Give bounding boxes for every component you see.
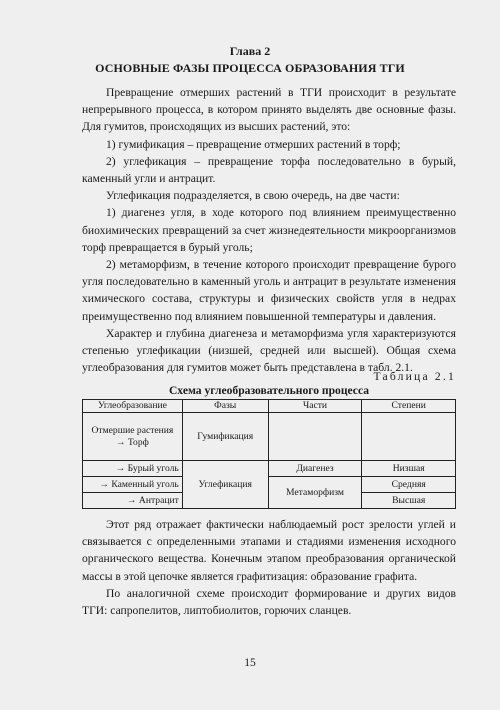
chapter-heading: Глава 2 [229, 44, 271, 58]
paragraph: Превращение отмерших растений в ТГИ происходит в результате непрерывного процесса, в котором принято выделять две основные фазы. Для гумитов, происходящих из высших растений, это: [82, 86, 456, 134]
outro-text [82, 516, 456, 619]
formation-cell: → Каменный уголь [83, 477, 183, 493]
table-caption: Схема углеобразовательного процесса [168, 384, 370, 397]
table-number: Таблица 2.1 [373, 370, 456, 383]
phase-cell: Гумификация [182, 413, 268, 461]
list-item: 1) диагенез угля, в ходе которого под влиянием преимущественно биохимических превращений за счет жизнедеятельности микроорганизмов торф превращается в бурый уголь; [82, 206, 456, 254]
table-header-row [83, 400, 456, 413]
header-cell: Степени [362, 400, 456, 413]
part-cell: Метаморфизм [268, 477, 362, 509]
table-row [83, 477, 456, 493]
page-number: 15 [244, 656, 256, 669]
header-cell: Углеобразование [83, 400, 183, 413]
degree-cell: Низшая [362, 461, 456, 477]
paragraph: Характер и глубина диагенеза и метаморфизма угля характеризуются степенью углефикации (низшей, средней или высшей). Общая схема углеобразования для гумитов может быть представлена в табл. 2.1. [82, 326, 456, 375]
formation-cell: → Бурый уголь [83, 461, 183, 477]
coal-formation-table [82, 399, 456, 509]
paragraph: По аналогичной схеме происходит формирование и других видов ТГИ: сапропелитов, липтобиолитов, горючих сланцев. [82, 586, 456, 618]
degree-cell: Высшая [362, 493, 456, 509]
degree-cell: Средняя [362, 477, 456, 493]
formation-cell: Отмершие растения → Торф [83, 413, 183, 461]
formation-cell: → Антрацит [83, 493, 183, 509]
table-row [83, 461, 456, 477]
paragraph: Углефикация подразделяется, в свою очередь, на две части: [106, 189, 400, 203]
list-item: 1) гумификация – превращение отмерших растений в торф; [106, 137, 401, 151]
phase-cell: Углефикация [182, 461, 268, 509]
empty-cell [362, 413, 456, 461]
list-item: 2) метаморфизм, в течение которого происходит превращение бурого угля последовательно в каменный уголь и антрацит в результате изменения химического состава, структуры и физических свойств угля в недрах преимущественно под влиянием повышенной температуры и давления. [82, 258, 456, 323]
chapter-title: ОСНОВНЫЕ ФАЗЫ ПРОЦЕССА ОБРАЗОВАНИЯ ТГИ [95, 61, 405, 75]
empty-cell [268, 413, 362, 461]
header-cell: Фазы [182, 400, 268, 413]
paragraph: Этот ряд отражает фактически наблюдаемый рост зрелости углей и связывается с определенными этапами и стадиями изменения исходного органического вещества. Конечным этапом преобразования органической массы в этой цепочке является графитизация: образование графита. [82, 518, 456, 583]
header-cell: Части [268, 400, 362, 413]
part-cell: Диагенез [268, 461, 362, 477]
table-row [83, 413, 456, 461]
list-item: 2) углефикация – превращение торфа последовательно в бурый, каменный угли и антрацит. [82, 154, 456, 186]
intro-text [82, 84, 456, 376]
